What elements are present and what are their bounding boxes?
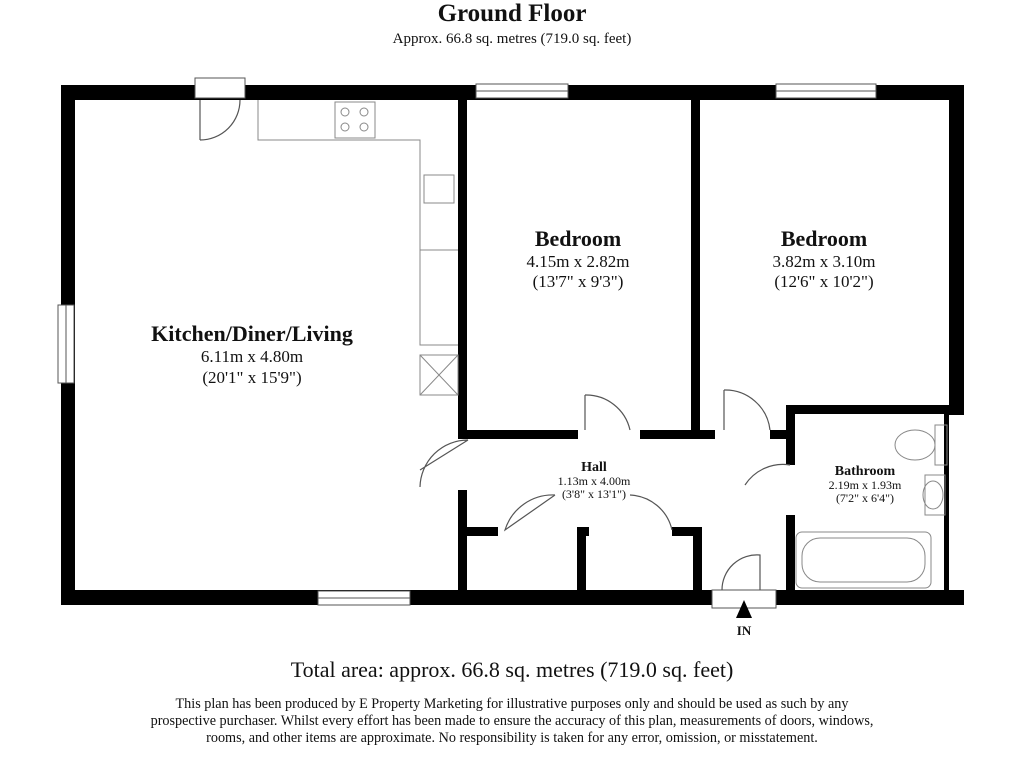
bathroom-imperial: (7'2" x 6'4") xyxy=(835,491,895,505)
bathroom-metric: 2.19m x 1.93m xyxy=(828,478,902,492)
bedroom2-metric: 3.82m x 3.10m xyxy=(772,252,876,271)
kitchen-metric: 6.11m x 4.80m xyxy=(200,347,304,366)
bedroom1-metric: 4.15m x 2.82m xyxy=(526,252,630,271)
bedroom2-imperial: (12'6" x 10'2") xyxy=(774,272,874,291)
kitchen-imperial: (20'1" x 15'9") xyxy=(202,368,302,387)
floor-title: Ground Floor xyxy=(437,0,587,27)
bedroom2-name: Bedroom xyxy=(780,226,868,251)
bedroom1-name: Bedroom xyxy=(534,226,622,251)
entrance-label: IN xyxy=(736,623,752,638)
hall-imperial: (3'8" x 13'1") xyxy=(561,487,627,501)
bathroom-fixtures xyxy=(796,425,947,588)
hall-metric: 1.13m x 4.00m xyxy=(557,474,631,488)
bedroom1-imperial: (13'7" x 9'3") xyxy=(532,272,624,291)
floor-area-subtitle: Approx. 66.8 sq. metres (719.0 sq. feet) xyxy=(392,31,632,47)
total-area: Total area: approx. 66.8 sq. metres (719.0 sq. feet) xyxy=(290,657,734,682)
disclaimer: This plan has been produced by E Property Marketing for illustrative purposes only and should be used as such by any prospective purchaser. Whilst every effort has been made to ensure the accuracy of this plan, measurements of doors, windows, rooms, and other items are approximate. No responsibility is taken for any error, omission, or misstatement. xyxy=(150,696,874,746)
kitchen-name: Kitchen/Diner/Living xyxy=(151,321,353,346)
bathroom-name: Bathroom xyxy=(834,464,896,479)
hall-name: Hall xyxy=(581,460,607,475)
